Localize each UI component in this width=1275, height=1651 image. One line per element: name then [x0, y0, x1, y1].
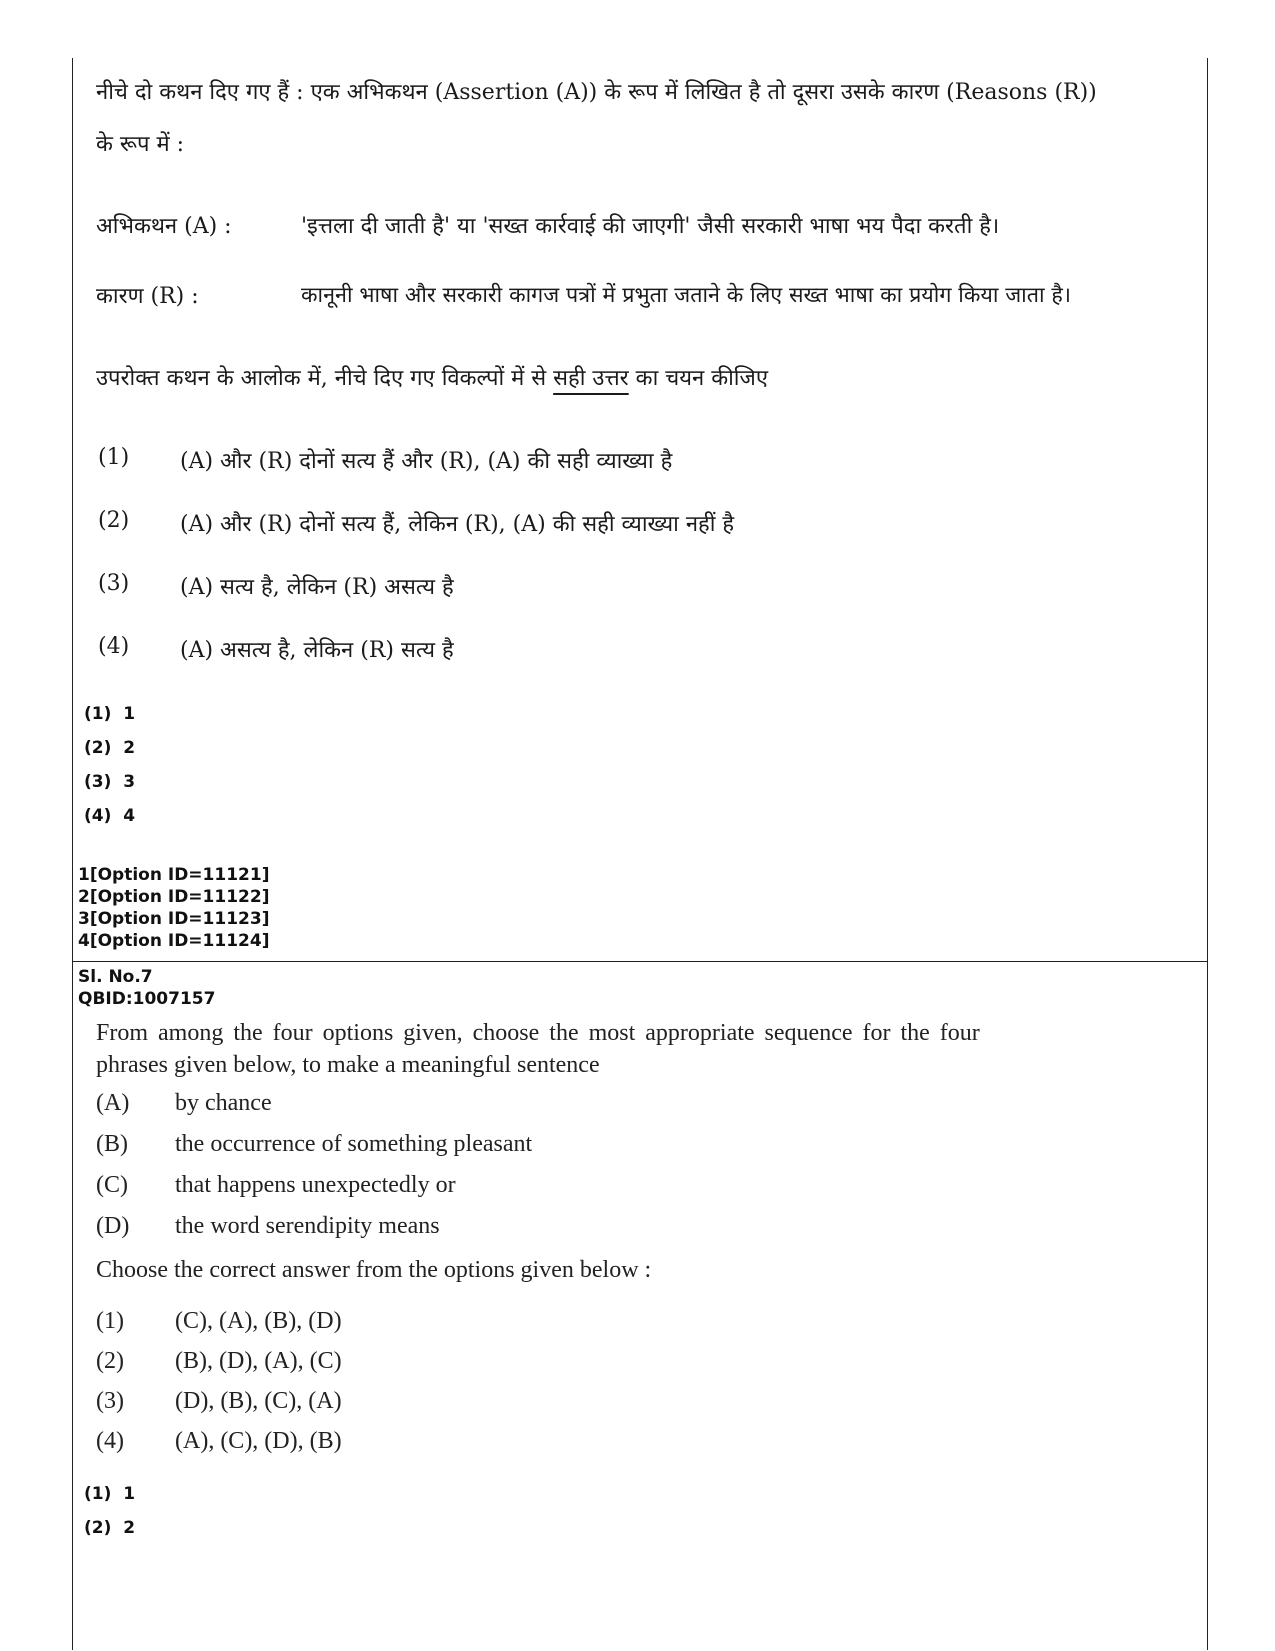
q6-reason-text: कानूनी भाषा और सरकारी कागज पत्रों में प्रभुता जताने के लिए सख्त भाषा का प्रयोग किया जाता है।	[301, 283, 1071, 308]
q6-instruction-suffix: का चयन कीजिए	[628, 366, 768, 391]
option-id: 3[Option ID=11123]	[78, 909, 270, 929]
q7-stem-line1: From among the four options given, choose the most appropriate sequence for the four	[96, 1020, 980, 1046]
q6-assertion-text: 'इत्तला दी जाती है' या 'सख्त कार्रवाई की जाएगी' जैसी सरकारी भाषा भय पैदा करती है।	[301, 214, 1000, 239]
answer-num: (4)	[84, 806, 112, 826]
q7-answer-option[interactable]	[84, 1484, 135, 1504]
q7-phrase-text: by chance	[175, 1090, 272, 1116]
answer-val: 1	[123, 1484, 136, 1504]
q6-intro-line2: के रूप में :	[96, 132, 185, 157]
q7-choice-text: (A), (C), (D), (B)	[175, 1428, 342, 1454]
answer-num: (2)	[84, 1518, 112, 1538]
q7-choice-num: (2)	[96, 1348, 124, 1374]
q7-choice-text: (C), (A), (B), (D)	[175, 1308, 342, 1334]
q7-phrase-label: (A)	[96, 1090, 130, 1116]
answer-num: (1)	[84, 704, 112, 724]
q6-choice-num: (3)	[98, 571, 130, 596]
q7-choice-text: (B), (D), (A), (C)	[175, 1348, 342, 1374]
q6-instruction-prefix: उपरोक्त कथन के आलोक में, नीचे दिए गए विकल्पों में से	[96, 366, 554, 391]
q6-choice-text: (A) और (R) दोनों सत्य हैं, लेकिन (R), (A) की सही व्याख्या नहीं है	[180, 512, 735, 537]
q6-intro-line1: नीचे दो कथन दिए गए हैं : एक अभिकथन (Assertion (A)) के रूप में लिखित है तो दूसरा उसके कारण (Reasons (R))	[96, 80, 1097, 105]
q7-choice-num: (3)	[96, 1388, 124, 1414]
answer-num: (2)	[84, 738, 112, 758]
q7-answer-option[interactable]	[84, 1518, 135, 1538]
q6-answer-option[interactable]	[84, 738, 135, 758]
q6-choice-num: (2)	[98, 508, 130, 533]
option-id: 2[Option ID=11122]	[78, 887, 270, 907]
q7-phrase-label: (C)	[96, 1172, 128, 1198]
q6-choice-text: (A) और (R) दोनों सत्य हैं और (R), (A) की सही व्याख्या है	[180, 449, 673, 474]
answer-val: 4	[123, 806, 136, 826]
answer-val: 1	[123, 704, 136, 724]
answer-val: 2	[123, 1518, 136, 1538]
q7-choice-num: (1)	[96, 1308, 124, 1334]
q6-choice-text: (A) सत्य है, लेकिन (R) असत्य है	[180, 575, 454, 600]
question-divider	[72, 961, 1208, 962]
q7-phrase-label: (D)	[96, 1213, 130, 1239]
option-id: 4[Option ID=11124]	[78, 931, 270, 951]
option-id: 1[Option ID=11121]	[78, 865, 270, 885]
answer-val: 2	[123, 738, 136, 758]
q7-choice-num: (4)	[96, 1428, 124, 1454]
answer-num: (1)	[84, 1484, 112, 1504]
q7-phrase-text: the occurrence of something pleasant	[175, 1131, 533, 1157]
q6-assertion-label: अभिकथन (A) :	[96, 214, 232, 239]
q6-choice-num: (4)	[98, 634, 130, 659]
q7-choose-text: Choose the correct answer from the options given below :	[96, 1257, 652, 1283]
q7-phrase-label: (B)	[96, 1131, 128, 1157]
q6-instruction-underlined: सही उत्तर	[553, 366, 629, 391]
sl-no: Sl. No.7	[78, 967, 153, 987]
q7-stem-line2: phrases given below, to make a meaningful sentence	[96, 1052, 600, 1078]
q6-choice-text: (A) असत्य है, लेकिन (R) सत्य है	[180, 638, 454, 663]
q6-reason-label: कारण (R) :	[96, 284, 199, 309]
q6-answer-option[interactable]	[84, 772, 135, 792]
answer-num: (3)	[84, 772, 112, 792]
q6-answer-option[interactable]	[84, 704, 135, 724]
qbid: QBID:1007157	[78, 989, 216, 1009]
q6-instruction	[96, 362, 768, 392]
q7-phrase-text: the word serendipity means	[175, 1213, 440, 1239]
answer-val: 3	[123, 772, 136, 792]
q7-choice-text: (D), (B), (C), (A)	[175, 1388, 342, 1414]
q6-answer-option[interactable]	[84, 806, 135, 826]
q7-phrase-text: that happens unexpectedly or	[175, 1172, 456, 1198]
q6-choice-num: (1)	[98, 445, 130, 470]
